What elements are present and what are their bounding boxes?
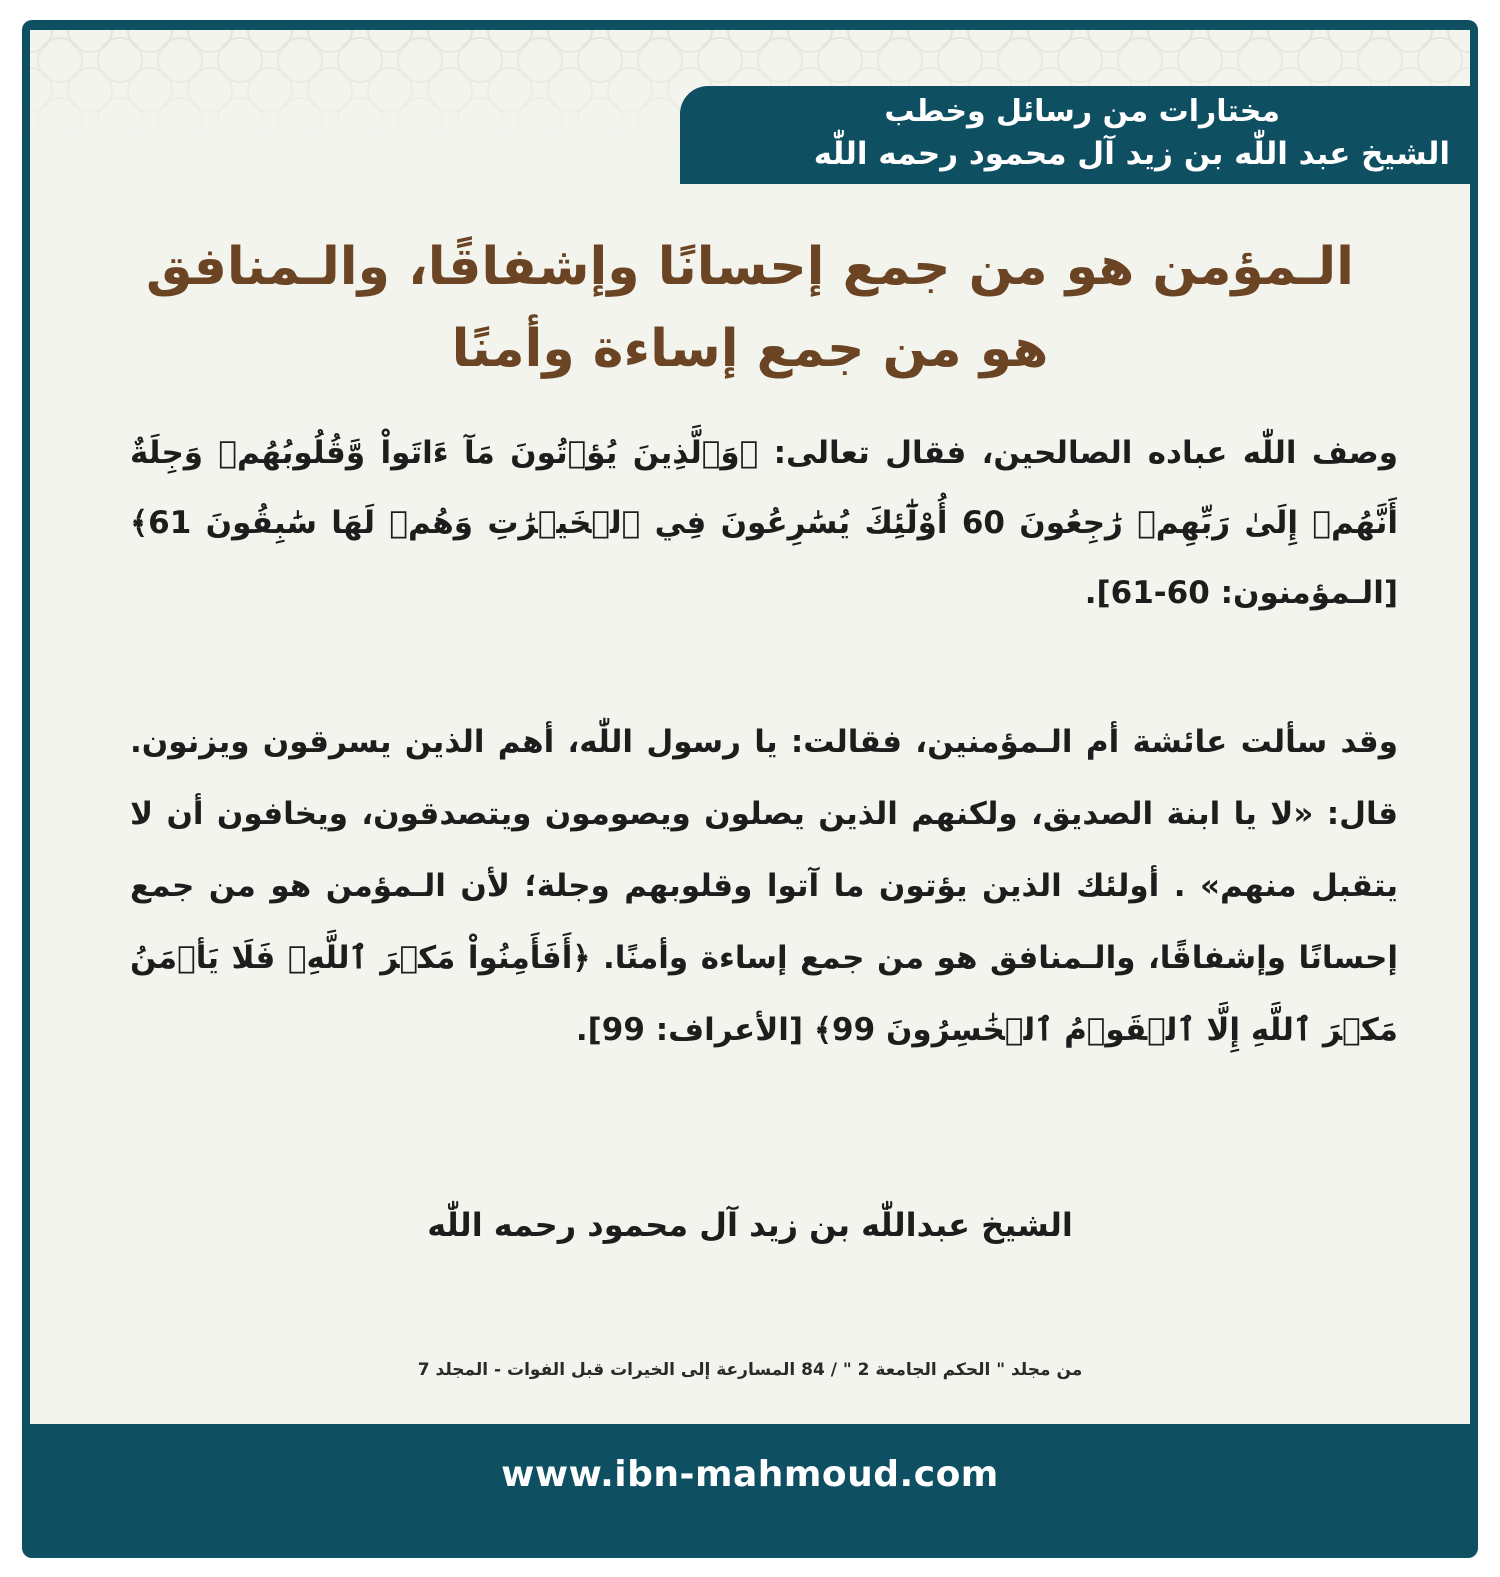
body-paragraph-1: وصف اللّٰه عباده الصالحين، فقال تعالى: ﴿وَٱلَّذِينَ يُؤۡتُونَ مَآ ءَاتَواْ وَّقُلُوبُهُمۡ وَجِلَةٌ أَنَّهُمۡ إِلَىٰ رَبِّهِمۡ رَٰجِعُونَ 60 أُوْلَٰٓئِكَ يُسَٰرِعُونَ فِي ٱلۡخَيۡرَٰتِ وَهُمۡ لَهَا سَٰبِقُونَ 61﴾ [الـمؤمنون: 60-61]. [130,435,1398,611]
content-card [30,30,1470,1424]
footer-website-link[interactable]: www.ibn-mahmoud.com [501,1454,999,1495]
title-line-1: الـمؤمن هو من جمع إحسانًا وإشفاقًا، والـمنافق [145,237,1355,297]
author-signature: الشيخ عبداللّٰه بن زيد آل محمود رحمه اللّٰه [427,1206,1073,1244]
header-series-title: مختارات من رسائل وخطب [884,94,1280,129]
body-paragraph-2: وقد سألت عائشة أم الـمؤمنين، فقالت: يا رسول اللّٰه، أهم الذين يسرقون ويزنون. قال: «لا يا ابنة الصديق، ولكنهم الذين يصلون ويصومون ويتصدقون، ويخافون أن لا يتقبل منهم» . أولئك الذين يؤتون ما آتوا وقلوبهم وجلة؛ لأن الـمؤمن هو من جمع إحسانًا وإشفاقًا، والـمنافق هو من جمع إساءة وأمنًا. ﴿أَفَأَمِنُواْ مَكۡرَ ٱللَّهِۚ فَلَا يَأۡمَنُ مَكۡرَ ٱللَّهِ إِلَّا ٱلۡقَوۡمُ ٱلۡخَٰسِرُونَ 99﴾ [الأعراف: 99]. [130,724,1398,1048]
source-reference: من مجلد " الحكم الجامعة 2 " / 84 المسارعة إلى الخيرات قبل الفوات - المجلد 7 [417,1360,1083,1380]
title-line-2: هو من جمع إساءة وأمنًا [451,319,1049,379]
header-author-name: الشيخ عبد اللّٰه بن زيد آل محمود رحمه اللّٰه [813,136,1450,172]
page-title [120,226,1380,390]
header-banner [680,86,1470,184]
